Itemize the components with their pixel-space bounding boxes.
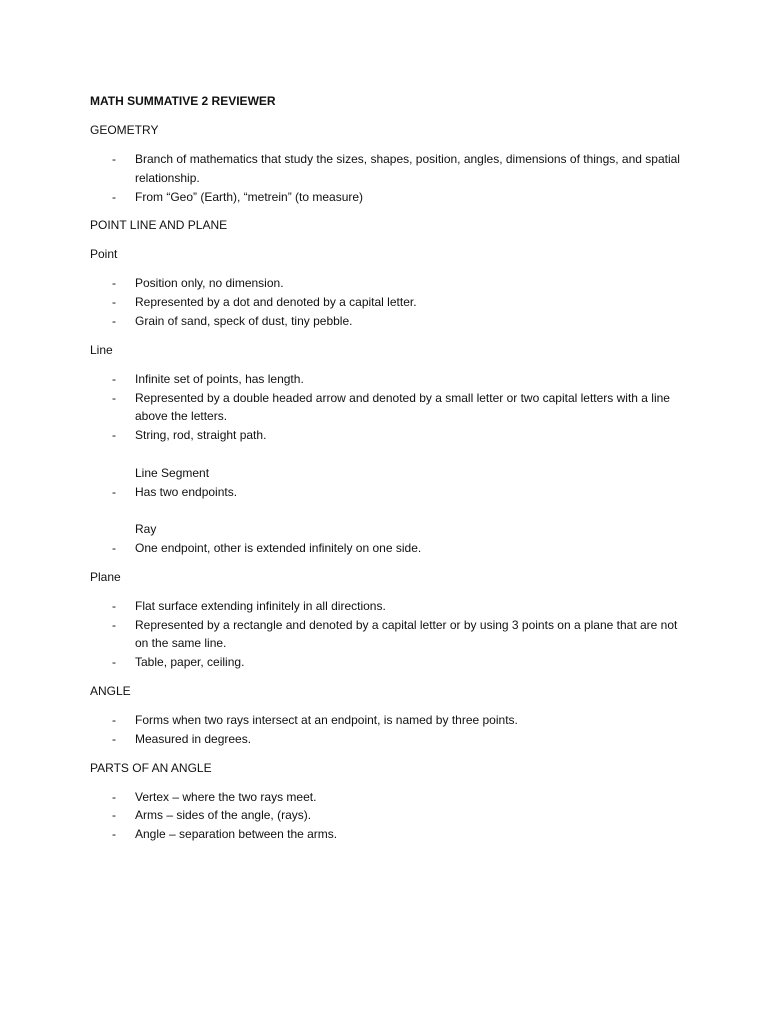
dash-bullet: - (112, 540, 116, 555)
dash-bullet: - (112, 827, 116, 842)
list-item (90, 483, 680, 502)
section-heading-plane: Plane (90, 569, 121, 584)
dash-bullet: - (112, 617, 116, 632)
line-segment-list (90, 483, 680, 502)
section-heading-point-line-plane: POINT LINE AND PLANE (90, 218, 228, 233)
section-heading-geometry: GEOMETRY (90, 123, 159, 137)
list-item-text: Represented by a dot and denoted by a capital letter. (135, 295, 417, 310)
list-item (90, 597, 680, 616)
document-page (90, 92, 680, 854)
geometry-list (90, 150, 680, 206)
list-item-text: Has two endpoints. (135, 484, 238, 499)
dash-bullet: - (112, 295, 116, 310)
angle-list (90, 711, 680, 749)
list-item (90, 150, 680, 188)
list-item-text: String, rod, straight path. (135, 428, 267, 443)
dash-bullet: - (112, 390, 116, 405)
dash-bullet: - (112, 789, 116, 804)
list-item (90, 539, 680, 558)
list-item-text: Angle – separation between the arms. (135, 827, 338, 842)
subheading-line-segment: Line Segment (135, 465, 210, 480)
plane-list (90, 597, 680, 672)
dash-bullet: - (112, 712, 116, 727)
list-item-text: Forms when two rays intersect at an endpoint, is named by three points. (135, 712, 518, 727)
point-list (90, 274, 680, 330)
list-item-text: Represented by a double headed arrow and denoted by a small letter or two capital letters with a line above the letters. (135, 390, 670, 424)
dash-bullet: - (112, 428, 116, 443)
list-item-text: Arms – sides of the angle, (rays). (135, 808, 312, 823)
list-item (90, 825, 680, 844)
list-item (90, 389, 680, 427)
list-item (90, 616, 680, 654)
list-item-text: Measured in degrees. (135, 731, 252, 746)
list-item (90, 653, 680, 672)
list-item (90, 188, 680, 207)
dash-bullet: - (112, 731, 116, 746)
list-item (90, 426, 680, 445)
line-list (90, 370, 680, 445)
list-item-text: One endpoint, other is extended infinitely on one side. (135, 540, 422, 555)
dash-bullet: - (112, 808, 116, 823)
document-title: MATH SUMMATIVE 2 REVIEWER (90, 94, 276, 108)
list-item (90, 788, 680, 807)
list-item (90, 806, 680, 825)
list-item-text: Infinite set of points, has length. (135, 371, 304, 386)
dash-bullet: - (112, 655, 116, 670)
list-item (90, 370, 680, 389)
dash-bullet: - (112, 484, 116, 499)
list-item-text: Vertex – where the two rays meet. (135, 789, 317, 804)
dash-bullet: - (112, 152, 116, 166)
list-item (90, 312, 680, 331)
section-heading-angle: ANGLE (90, 683, 131, 698)
dash-bullet: - (112, 598, 116, 613)
dash-bullet: - (112, 371, 116, 386)
ray-list (90, 539, 680, 558)
list-item (90, 730, 680, 749)
subheading-ray: Ray (135, 522, 157, 537)
list-item-text: Represented by a rectangle and denoted by a capital letter or by using 3 points on a plane that are not on the same line. (135, 617, 678, 651)
list-item-text: Position only, no dimension. (135, 276, 284, 291)
dash-bullet: - (112, 189, 116, 204)
list-item-text: Table, paper, ceiling. (135, 655, 245, 670)
dash-bullet: - (112, 276, 116, 291)
list-item-text: Grain of sand, speck of dust, tiny pebble. (135, 313, 353, 328)
list-item-text: Flat surface extending infinitely in all directions. (135, 598, 386, 613)
list-item-text: Branch of mathematics that study the sizes, shapes, position, angles, dimensions of things, and spatial relationship. (135, 152, 680, 185)
list-item-text: From “Geo” (Earth), “metrein” (to measure) (135, 189, 364, 204)
list-item (90, 274, 680, 293)
parts-of-angle-list (90, 788, 680, 844)
dash-bullet: - (112, 313, 116, 328)
list-item (90, 711, 680, 730)
section-heading-parts-of-angle: PARTS OF AN ANGLE (90, 760, 212, 775)
list-item (90, 293, 680, 312)
section-heading-line: Line (90, 342, 113, 357)
section-heading-point: Point (90, 247, 118, 262)
